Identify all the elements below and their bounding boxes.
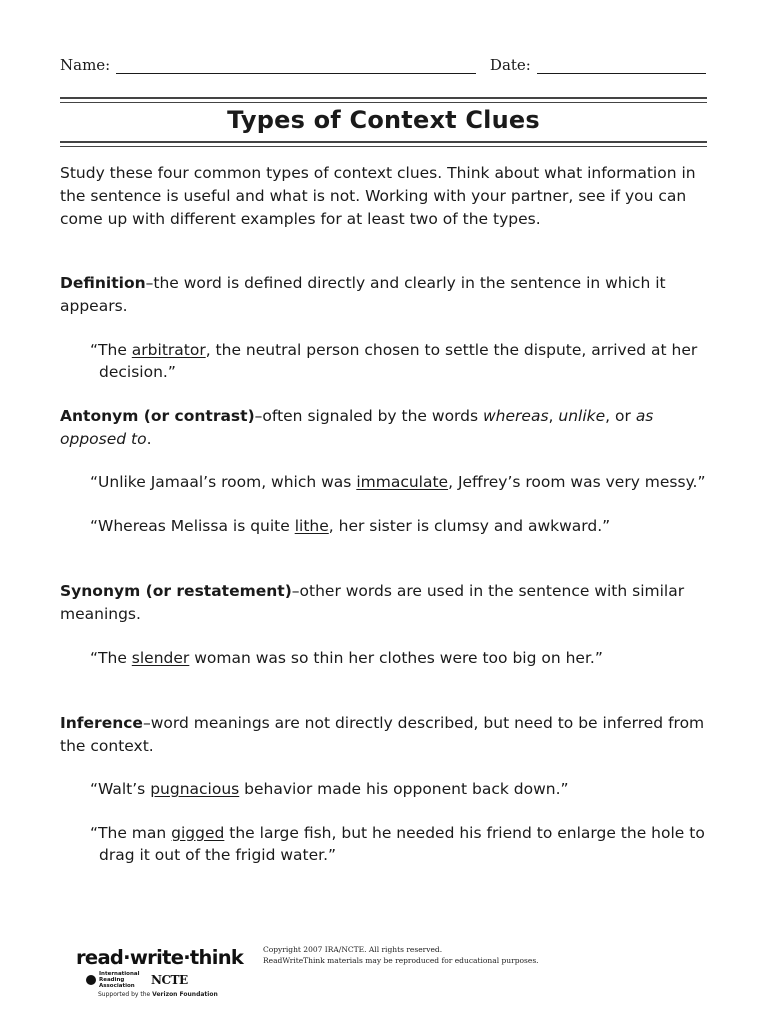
separator: , xyxy=(548,407,559,425)
signal-word: whereas xyxy=(483,407,549,425)
copyright-line-1: Copyright 2007 IRA/NCTE. All rights reserved. xyxy=(263,945,443,954)
date-field[interactable] xyxy=(537,57,706,74)
vocab-word: slender xyxy=(131,649,190,667)
example-text: “The xyxy=(90,649,132,667)
antonym-term: Antonym (or contrast) xyxy=(60,407,255,425)
supported-by xyxy=(98,991,236,998)
example-text: , her sister is clumsy and awkward.” xyxy=(328,517,611,535)
synonym-example xyxy=(90,647,724,669)
synonym-term: Synonym (or restatement) xyxy=(60,582,292,600)
copyright-notice xyxy=(263,944,539,966)
inference-term: Inference xyxy=(60,714,143,732)
example-text: , the neutral person chosen to settle the dispute, arrived at her decision.” xyxy=(99,341,698,381)
name-field[interactable] xyxy=(116,57,476,74)
antonym-description: –often signaled by the words xyxy=(254,407,483,425)
definition-term: Definition xyxy=(60,274,146,292)
vocab-word: pugnacious xyxy=(150,780,240,798)
example-text: “Unlike Jamaal’s room, which was xyxy=(90,473,357,491)
signal-word: as opposed to xyxy=(60,407,654,448)
example-text: “Whereas Melissa is quite xyxy=(90,517,295,535)
name-date-row xyxy=(60,56,706,74)
example-text: “The man xyxy=(90,824,172,842)
ncte-label: NCTE xyxy=(151,973,188,987)
inference-example-2 xyxy=(90,822,724,866)
example-text: , Jeffrey’s room was very messy.” xyxy=(448,473,706,491)
example-text: the large fish, but he needed his friend to enlarge the hole to drag it out of the frigid water.” xyxy=(99,824,705,864)
vocab-word: lithe xyxy=(294,517,329,535)
name-label: Name: xyxy=(60,56,111,74)
vocab-word: gigged xyxy=(171,824,225,842)
partner-logos xyxy=(86,971,236,989)
definition-description: –the word is defined directly and clearly in the sentence in which it appears. xyxy=(60,274,666,315)
supported-prefix: Supported by the xyxy=(98,991,151,998)
page-title: Types of Context Clues xyxy=(227,106,540,134)
inference-description: –word meanings are not directly described, but need to be inferred from the context. xyxy=(60,714,705,755)
intro-paragraph: Study these four common types of context clues. Think about what information in the sentence is useful and what is not. Working with your partner, see if you can come up with different examples for at least two of the types. xyxy=(60,164,696,228)
example-text: “The xyxy=(90,341,132,359)
separator: , or xyxy=(605,407,636,425)
copyright-line-2: ReadWriteThink materials may be reproduced for educational purposes. xyxy=(263,956,539,965)
synonym-description: –other words are used in the sentence with similar meanings. xyxy=(60,582,685,623)
vocab-word: immaculate xyxy=(356,473,449,491)
ira-label: International Reading Association xyxy=(99,971,140,989)
signal-word: unlike xyxy=(558,407,606,425)
supported-org: Verizon Foundation xyxy=(152,991,218,998)
antonym-example-2 xyxy=(90,515,724,537)
date-label: Date: xyxy=(489,56,531,74)
antonym-paragraph xyxy=(60,405,710,451)
logo-wordmark: read·write·think xyxy=(76,946,244,969)
antonym-example-1 xyxy=(90,471,724,493)
synonym-paragraph xyxy=(60,580,710,626)
separator: . xyxy=(146,430,152,448)
title-rule-bottom xyxy=(60,141,707,147)
definition-example xyxy=(90,339,724,383)
example-text: “Walt’s xyxy=(90,780,151,798)
example-text: woman was so thin her clothes were too big on her.” xyxy=(189,649,603,667)
vocab-word: arbitrator xyxy=(131,341,206,359)
definition-paragraph xyxy=(60,272,710,318)
inference-paragraph xyxy=(60,712,710,758)
ira-logo-icon xyxy=(86,975,96,985)
example-text: behavior made his opponent back down.” xyxy=(239,780,569,798)
readwritethink-logo xyxy=(76,946,244,998)
title-rule-top xyxy=(60,97,707,103)
inference-example-1 xyxy=(90,778,724,800)
